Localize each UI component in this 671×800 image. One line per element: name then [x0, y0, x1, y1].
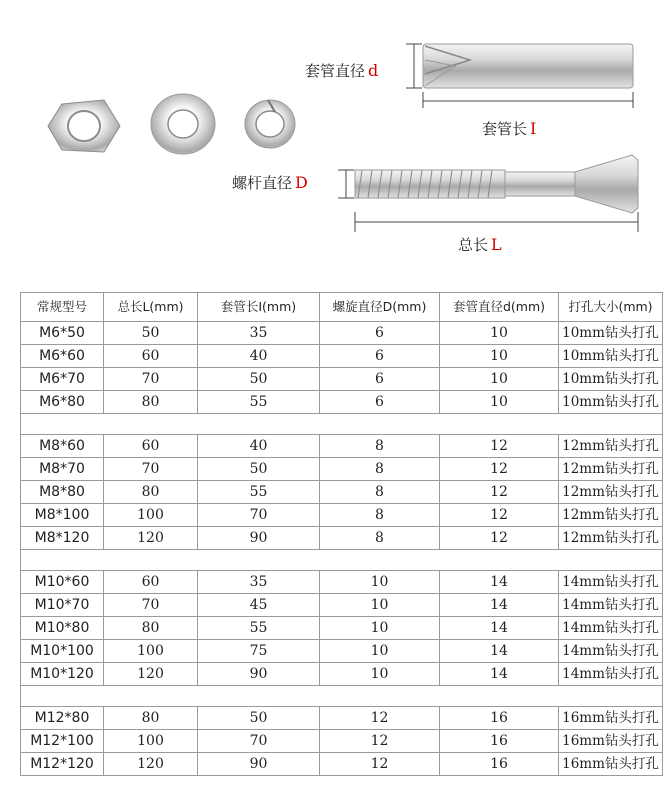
header-sleeve-diameter: 套管直径d(mm): [440, 293, 559, 322]
cell-screw-diameter: 6: [320, 322, 440, 345]
cell-model: M10*120: [21, 663, 104, 686]
group-separator-row: [21, 686, 663, 707]
cell-total-length: 100: [104, 730, 198, 753]
cell-model: M12*120: [21, 753, 104, 776]
cell-drill-size: 16mm钻头打孔: [559, 707, 663, 730]
header-screw-diameter: 螺旋直径D(mm): [320, 293, 440, 322]
cell-sleeve-diameter: 14: [440, 663, 559, 686]
screw-diameter-symbol: D: [295, 173, 308, 192]
cell-total-length: 100: [104, 504, 198, 527]
cell-drill-size: 10mm钻头打孔: [559, 368, 663, 391]
cell-screw-diameter: 10: [320, 594, 440, 617]
cell-sleeve-diameter: 14: [440, 617, 559, 640]
table-row: [21, 504, 663, 527]
table-row: [21, 368, 663, 391]
sleeve-diameter-symbol: d: [368, 61, 379, 80]
header-drill-size: 打孔大小(mm): [559, 293, 663, 322]
sleeve-icon: [423, 44, 633, 88]
table-row: [21, 527, 663, 550]
spec-table: [20, 292, 663, 776]
cell-sleeve-length: 35: [198, 322, 320, 345]
table-row: [21, 458, 663, 481]
table-row: [21, 663, 663, 686]
total-length-label: [458, 234, 502, 255]
cell-model: M6*70: [21, 368, 104, 391]
total-length-text: 总长: [458, 236, 489, 254]
cell-model: M8*80: [21, 481, 104, 504]
cell-sleeve-length: 55: [198, 617, 320, 640]
cell-screw-diameter: 12: [320, 730, 440, 753]
cell-sleeve-diameter: 12: [440, 458, 559, 481]
total-length-symbol: L: [491, 235, 502, 254]
cell-drill-size: 10mm钻头打孔: [559, 345, 663, 368]
cell-sleeve-length: 50: [198, 707, 320, 730]
cell-sleeve-diameter: 12: [440, 481, 559, 504]
cell-drill-size: 12mm钻头打孔: [559, 481, 663, 504]
cell-sleeve-length: 70: [198, 730, 320, 753]
cell-screw-diameter: 8: [320, 435, 440, 458]
cell-sleeve-diameter: 10: [440, 368, 559, 391]
cell-total-length: 80: [104, 391, 198, 414]
cell-drill-size: 14mm钻头打孔: [559, 640, 663, 663]
spring-washer-icon: [245, 100, 295, 148]
cell-sleeve-length: 35: [198, 571, 320, 594]
cell-screw-diameter: 6: [320, 368, 440, 391]
cell-drill-size: 12mm钻头打孔: [559, 504, 663, 527]
product-diagram: [0, 0, 671, 280]
cell-model: M6*80: [21, 391, 104, 414]
cell-sleeve-length: 90: [198, 753, 320, 776]
cell-model: M10*70: [21, 594, 104, 617]
cell-sleeve-diameter: 16: [440, 730, 559, 753]
cell-sleeve-diameter: 10: [440, 391, 559, 414]
cell-total-length: 120: [104, 753, 198, 776]
table-row: [21, 481, 663, 504]
spec-table-body: [21, 322, 663, 776]
table-row: [21, 594, 663, 617]
cell-screw-diameter: 10: [320, 617, 440, 640]
cell-drill-size: 14mm钻头打孔: [559, 571, 663, 594]
cell-sleeve-length: 50: [198, 368, 320, 391]
cell-sleeve-diameter: 10: [440, 345, 559, 368]
cell-model: M10*80: [21, 617, 104, 640]
table-row: [21, 435, 663, 458]
cell-drill-size: 12mm钻头打孔: [559, 527, 663, 550]
sleeve-length-text: 套管长: [482, 120, 528, 138]
cell-model: M8*70: [21, 458, 104, 481]
screw-diameter-label: [232, 172, 308, 193]
group-separator-cell: [21, 686, 663, 707]
cell-drill-size: 10mm钻头打孔: [559, 391, 663, 414]
cell-sleeve-diameter: 14: [440, 571, 559, 594]
cell-total-length: 60: [104, 571, 198, 594]
cell-total-length: 80: [104, 617, 198, 640]
header-model: 常规型号: [21, 293, 104, 322]
cell-model: M10*60: [21, 571, 104, 594]
table-row: [21, 730, 663, 753]
cell-screw-diameter: 8: [320, 481, 440, 504]
table-row: [21, 322, 663, 345]
cell-drill-size: 12mm钻头打孔: [559, 458, 663, 481]
cell-screw-diameter: 6: [320, 391, 440, 414]
cell-sleeve-length: 70: [198, 504, 320, 527]
cell-sleeve-length: 50: [198, 458, 320, 481]
table-row: [21, 707, 663, 730]
cell-model: M10*100: [21, 640, 104, 663]
cell-model: M12*100: [21, 730, 104, 753]
cell-sleeve-diameter: 14: [440, 594, 559, 617]
sleeve-length-symbol: I: [530, 119, 537, 138]
cell-screw-diameter: 10: [320, 663, 440, 686]
cell-screw-diameter: 10: [320, 571, 440, 594]
cell-screw-diameter: 8: [320, 458, 440, 481]
flat-washer-icon: [151, 94, 215, 154]
cell-drill-size: 14mm钻头打孔: [559, 594, 663, 617]
cell-sleeve-length: 45: [198, 594, 320, 617]
group-separator-cell: [21, 414, 663, 435]
cell-sleeve-diameter: 12: [440, 435, 559, 458]
table-row: [21, 391, 663, 414]
cell-model: M8*100: [21, 504, 104, 527]
cell-sleeve-length: 90: [198, 663, 320, 686]
screw-icon: [355, 155, 638, 213]
cell-drill-size: 12mm钻头打孔: [559, 435, 663, 458]
cell-total-length: 80: [104, 481, 198, 504]
group-separator-row: [21, 550, 663, 571]
cell-total-length: 70: [104, 594, 198, 617]
cell-sleeve-diameter: 10: [440, 322, 559, 345]
cell-total-length: 120: [104, 663, 198, 686]
screw-diameter-text: 螺杆直径: [232, 174, 293, 192]
table-header-row: [21, 293, 663, 322]
hardware-illustration: [0, 0, 671, 280]
cell-model: M6*50: [21, 322, 104, 345]
cell-model: M12*80: [21, 707, 104, 730]
sleeve-length-label: [482, 118, 536, 139]
table-row: [21, 617, 663, 640]
cell-sleeve-diameter: 16: [440, 707, 559, 730]
cell-model: M8*120: [21, 527, 104, 550]
cell-total-length: 50: [104, 322, 198, 345]
cell-total-length: 120: [104, 527, 198, 550]
cell-total-length: 80: [104, 707, 198, 730]
cell-sleeve-length: 40: [198, 345, 320, 368]
cell-total-length: 70: [104, 458, 198, 481]
header-sleeve-length: 套管长I(mm): [198, 293, 320, 322]
cell-model: M6*60: [21, 345, 104, 368]
cell-sleeve-diameter: 16: [440, 753, 559, 776]
cell-screw-diameter: 12: [320, 707, 440, 730]
cell-drill-size: 14mm钻头打孔: [559, 617, 663, 640]
cell-total-length: 100: [104, 640, 198, 663]
cell-screw-diameter: 6: [320, 345, 440, 368]
cell-sleeve-length: 55: [198, 391, 320, 414]
cell-sleeve-diameter: 12: [440, 504, 559, 527]
cell-total-length: 70: [104, 368, 198, 391]
cell-screw-diameter: 12: [320, 753, 440, 776]
table-row: [21, 571, 663, 594]
cell-drill-size: 10mm钻头打孔: [559, 322, 663, 345]
table-row: [21, 640, 663, 663]
cell-total-length: 60: [104, 345, 198, 368]
cell-screw-diameter: 10: [320, 640, 440, 663]
cell-drill-size: 16mm钻头打孔: [559, 753, 663, 776]
cell-sleeve-length: 90: [198, 527, 320, 550]
cell-screw-diameter: 8: [320, 527, 440, 550]
cell-model: M8*60: [21, 435, 104, 458]
table-row: [21, 345, 663, 368]
cell-sleeve-length: 75: [198, 640, 320, 663]
sleeve-diameter-label: [305, 60, 378, 81]
cell-drill-size: 16mm钻头打孔: [559, 730, 663, 753]
cell-sleeve-diameter: 12: [440, 527, 559, 550]
cell-sleeve-diameter: 14: [440, 640, 559, 663]
sleeve-diameter-text: 套管直径: [305, 62, 366, 80]
cell-sleeve-length: 55: [198, 481, 320, 504]
group-separator-row: [21, 414, 663, 435]
group-separator-cell: [21, 550, 663, 571]
cell-total-length: 60: [104, 435, 198, 458]
cell-drill-size: 14mm钻头打孔: [559, 663, 663, 686]
cell-sleeve-length: 40: [198, 435, 320, 458]
header-total-length: 总长L(mm): [104, 293, 198, 322]
cell-screw-diameter: 8: [320, 504, 440, 527]
hex-nut-icon: [48, 100, 120, 152]
table-row: [21, 753, 663, 776]
